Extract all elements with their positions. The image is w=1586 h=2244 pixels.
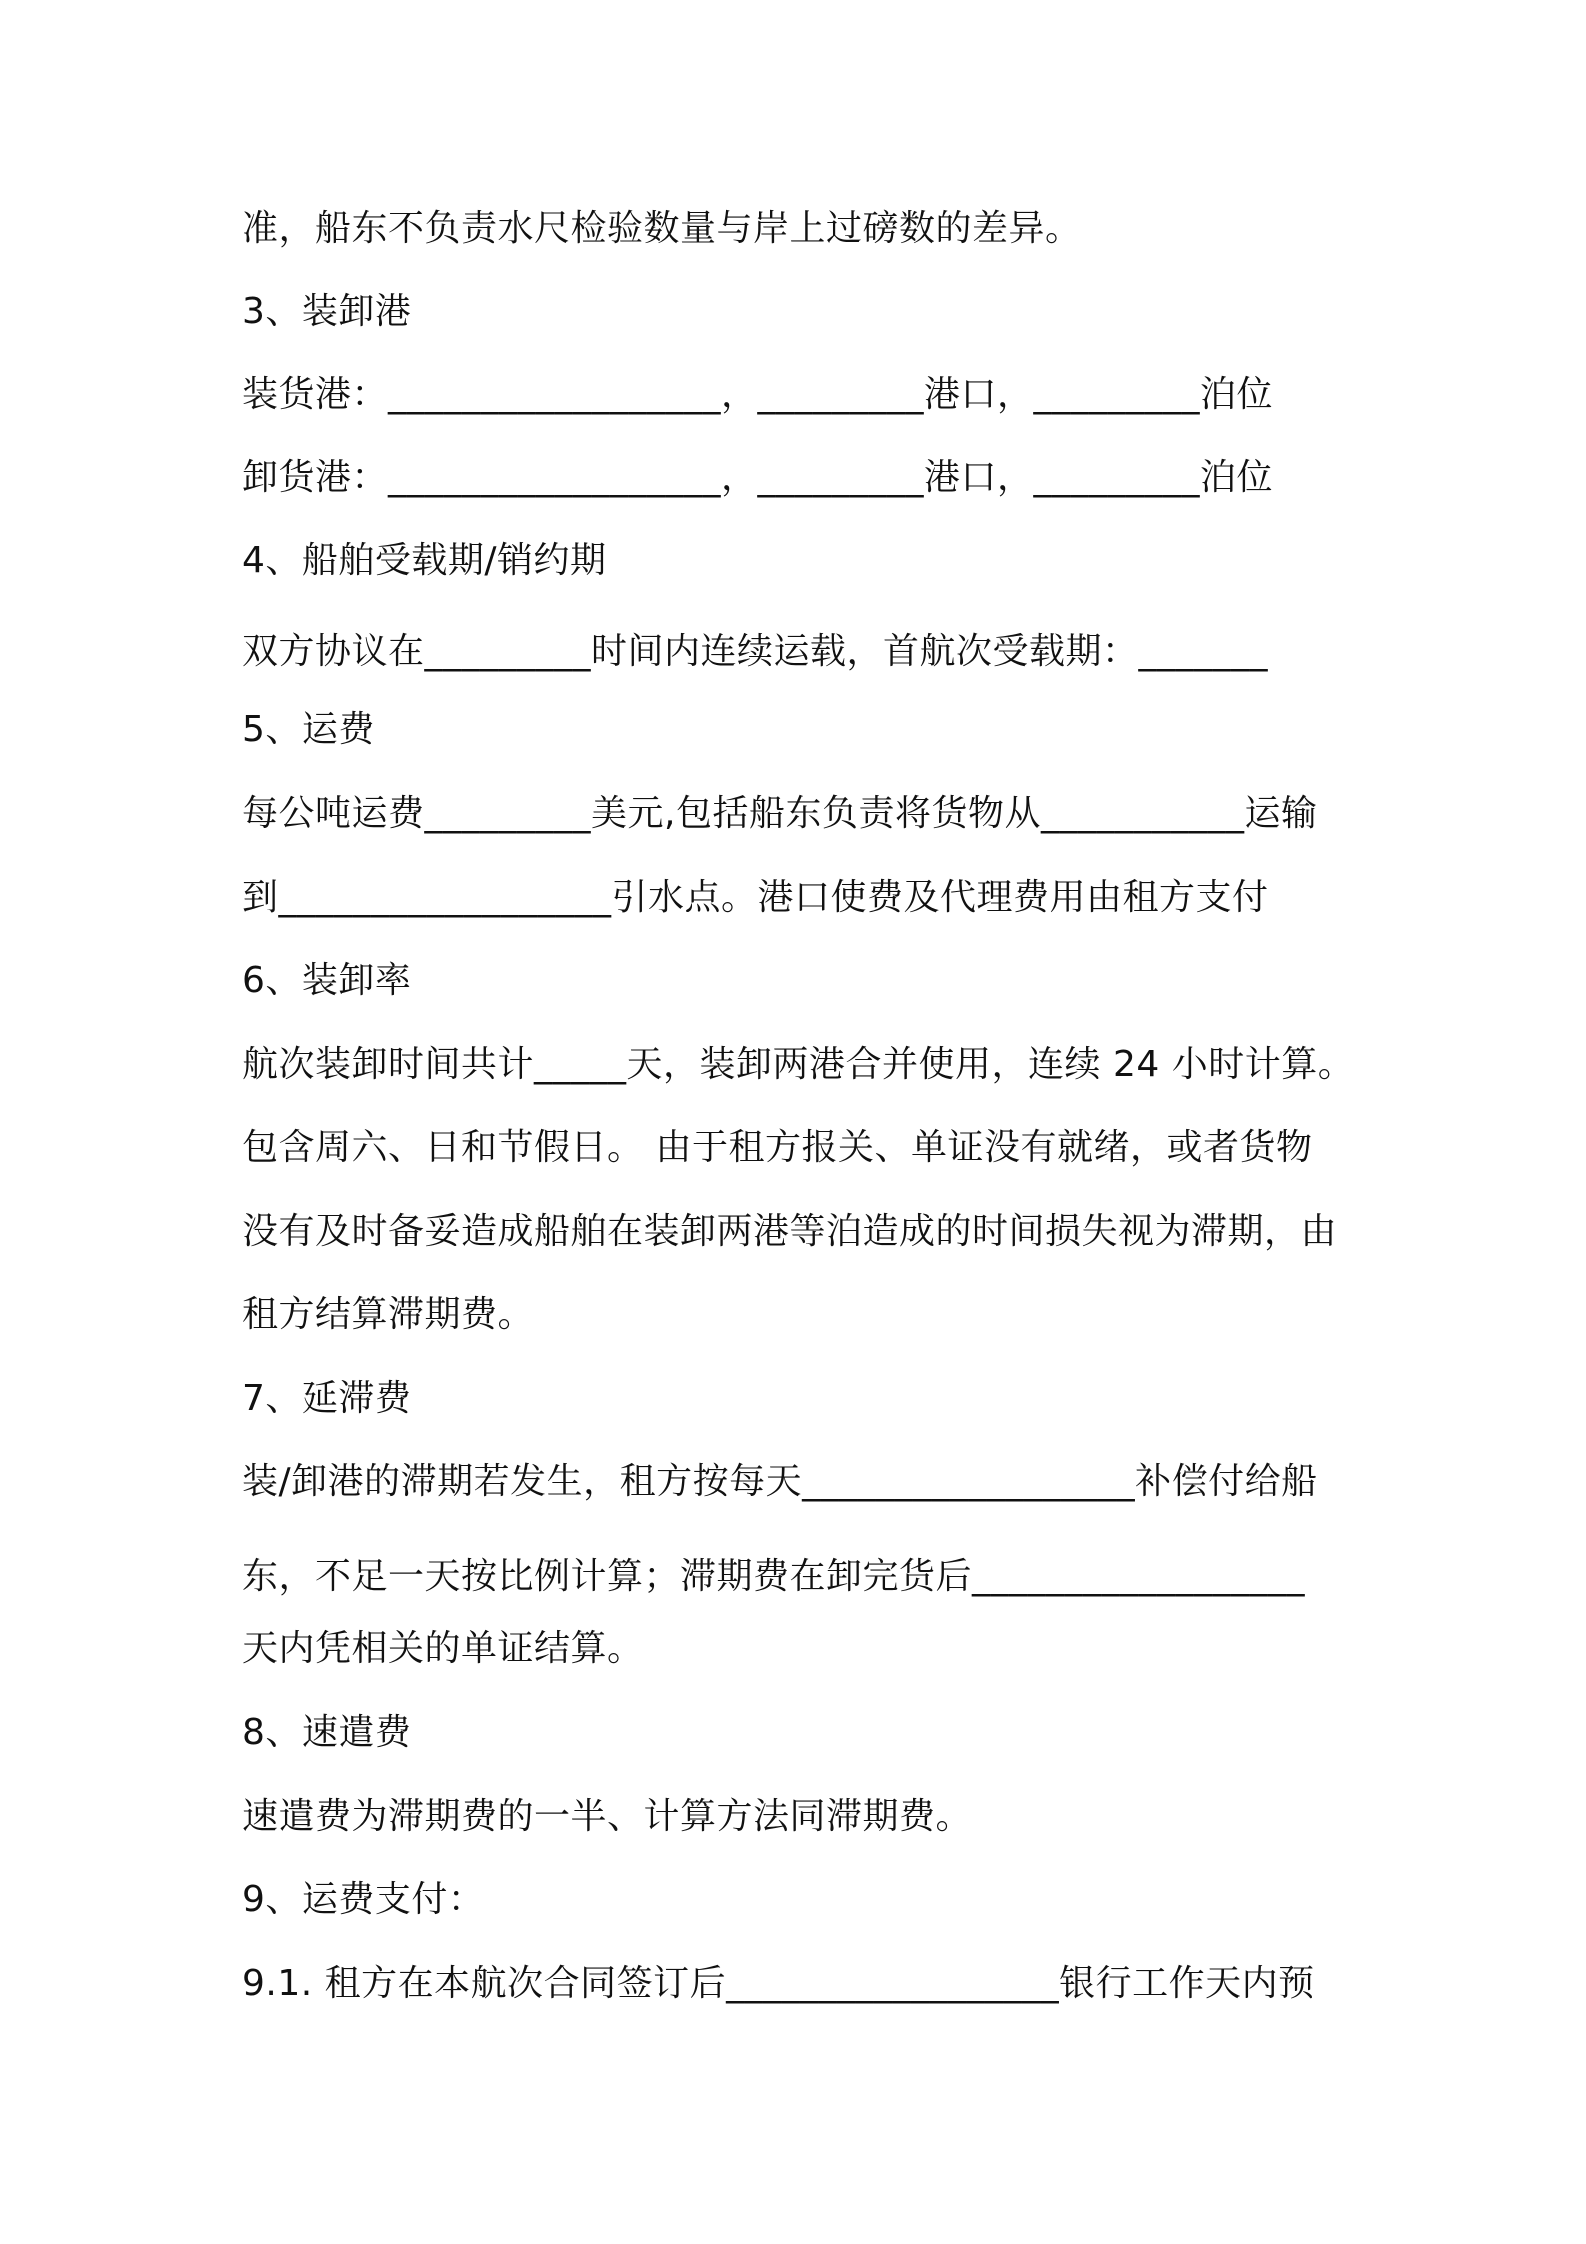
loading-port-line: 装货港：__________________，_________港口，_________泊位 [242,374,1274,415]
text-line: 包含周六、日和节假日。 由于租方报关、单证没有就绪，或者货物 [242,1127,1313,1168]
text-line: 没有及时备妥造成船舶在装卸两港等泊造成的时间损失视为滞期，由 [242,1211,1338,1252]
section-heading-5: 5、运费 [242,709,375,750]
section-heading-8: 8、速遣费 [242,1712,412,1753]
section-heading-3: 3、装卸港 [242,291,412,332]
discharge-port-line: 卸货港：__________________，_________港口，_________泊位 [242,457,1274,498]
section-heading-4: 4、船舶受载期/销约期 [242,540,607,581]
section-heading-7: 7、延滞费 [242,1378,412,1419]
text-line: 每公吨运费_________美元,包括船东负责将货物从___________运输 [242,793,1318,834]
text-line: 双方协议在_________时间内连续运载，首航次受载期：_______ [242,631,1269,672]
text-line: 天内凭相关的单证结算。 [242,1628,644,1669]
text-line: 租方结算滞期费。 [242,1294,535,1335]
text-line: 9.1. 租方在本航次合同签订后__________________银行工作天内预 [242,1963,1315,2004]
text-line: 航次装卸时间共计_____天，装卸两港合并使用，连续 24 小时计算。 [242,1044,1355,1085]
text-line: 速遣费为滞期费的一半、计算方法同滞期费。 [242,1796,973,1837]
text-line: 到__________________引水点。港口使费及代理费用由租方支付 [242,877,1269,918]
text-line: 东，不足一天按比例计算；滞期费在卸完货后__________________ [242,1556,1306,1597]
text-line: 准，船东不负责水尺检验数量与岸上过磅数的差异。 [242,208,1082,249]
section-heading-6: 6、装卸率 [242,960,412,1001]
section-heading-9: 9、运费支付： [242,1879,485,1920]
text-line: 装/卸港的滞期若发生，租方按每天__________________补偿付给船 [242,1461,1318,1502]
